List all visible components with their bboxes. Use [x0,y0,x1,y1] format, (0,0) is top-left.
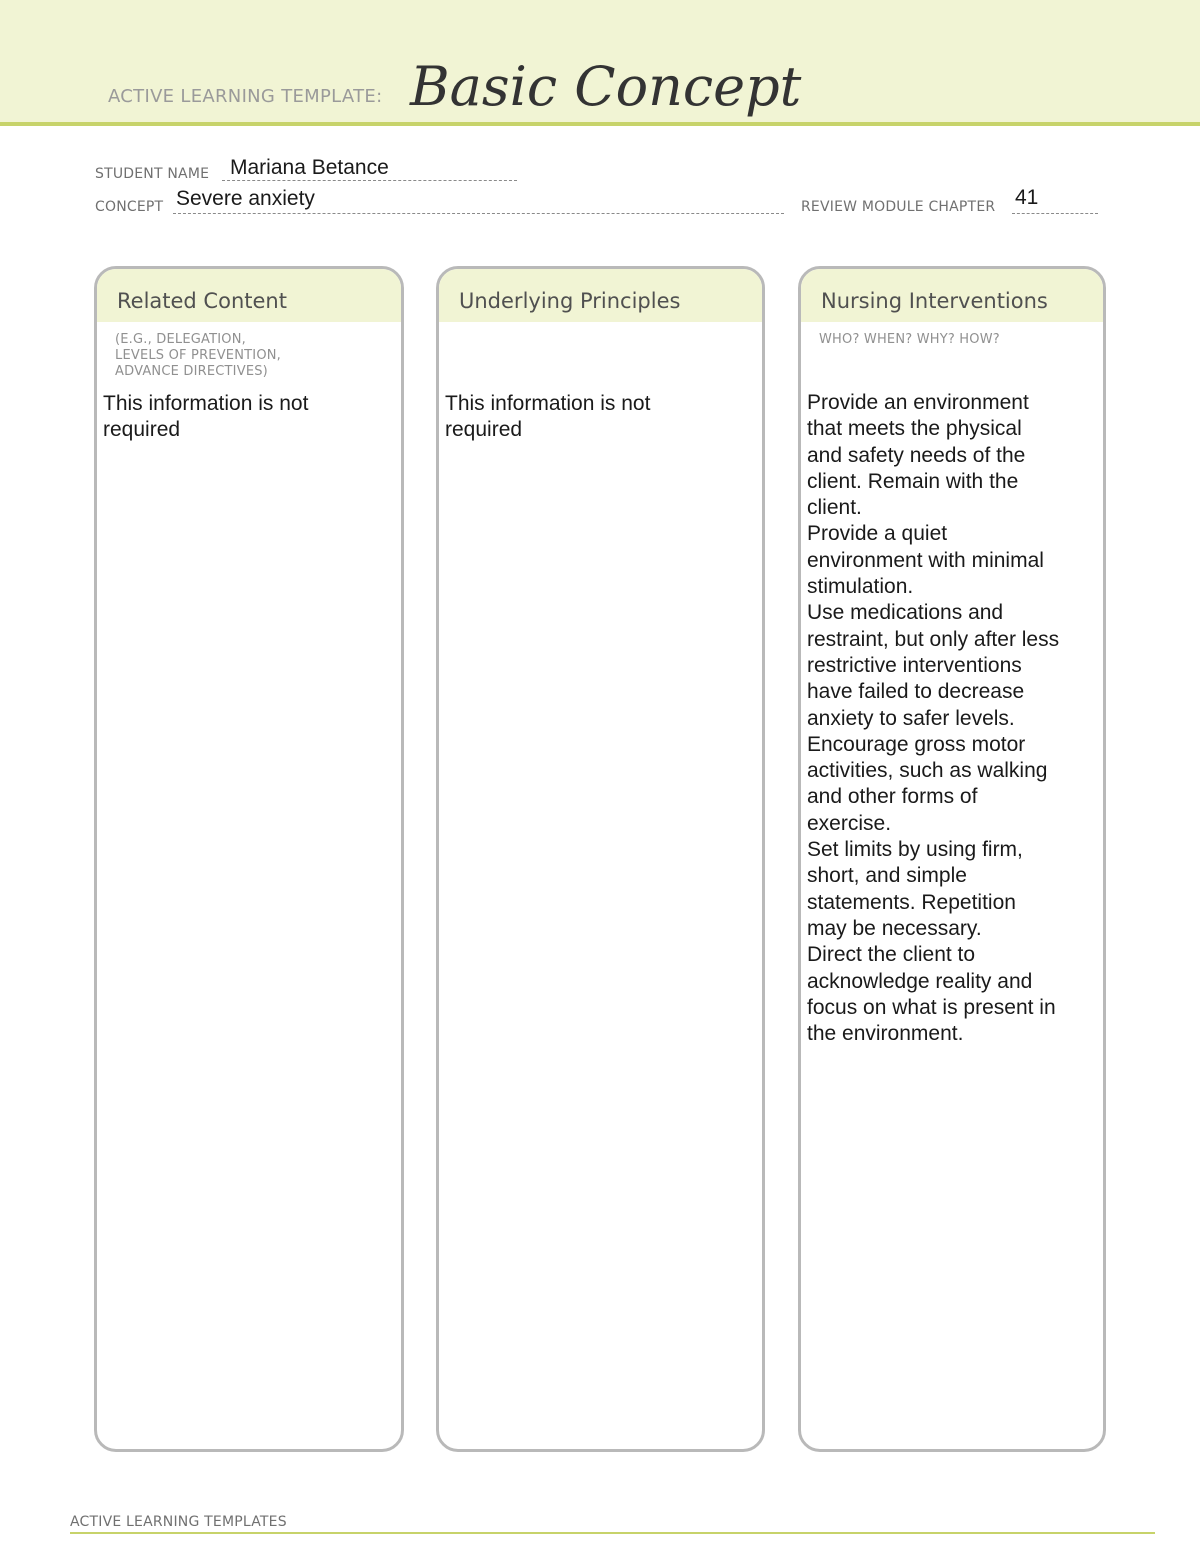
body-line: that meets the physical [807,417,1022,441]
nursing-interventions-body[interactable] [807,390,1059,1047]
body-line: anxiety to safer levels. [807,706,1015,730]
underlying-principles-body[interactable] [445,391,650,444]
body-line: client. Remain with the [807,469,1019,493]
body-line: required [445,418,523,442]
related-content-title: Related Content [97,269,401,322]
body-line: the environment. [807,1022,964,1046]
body-line: stimulation. [807,575,914,599]
body-line: may be necessary. [807,916,982,940]
body-line: have failed to decrease [807,680,1025,704]
body-line: restraint, but only after less [807,627,1060,651]
body-line: focus on what is present in [807,995,1056,1019]
nursing-interventions-subtitle-text: WHO? WHEN? WHY? HOW? [819,332,1000,347]
body-line: Provide an environment [807,391,1029,414]
body-line: activities, such as walking [807,759,1048,783]
footer-rule [70,1532,1155,1534]
nursing-interventions-title: Nursing Interventions [801,269,1103,322]
concept-field[interactable]: Severe anxiety [176,187,315,210]
nursing-interventions-panel [798,266,1106,1452]
related-content-subtitle-line: (E.G., DELEGATION, [115,332,246,347]
body-line: Encourage gross motor [807,732,1026,756]
body-line: Direct the client to [807,943,976,967]
related-content-subtitle-line: ADVANCE DIRECTIVES) [115,364,268,379]
body-line: Provide a quiet [807,522,948,546]
related-content-subtitle [97,322,401,380]
student-name-field[interactable]: Mariana Betance [230,156,389,179]
concept-label: CONCEPT [95,199,164,215]
body-line: Set limits by using firm, [807,838,1023,862]
footer-label: ACTIVE LEARNING TEMPLATES [70,1514,287,1530]
related-content-panel [94,266,404,1452]
body-line: environment with minimal [807,548,1044,572]
header-rule [0,122,1200,126]
body-line: acknowledge reality and [807,969,1033,993]
concept-underline [173,213,784,214]
student-name-underline [222,180,517,181]
related-content-subtitle-line: LEVELS OF PREVENTION, [115,348,282,363]
review-module-field[interactable]: 41 [1015,186,1039,209]
body-line: and safety needs of the [807,443,1026,467]
body-line: Use medications and [807,601,1004,625]
related-content-body[interactable] [103,391,308,444]
student-name-label: STUDENT NAME [95,166,210,182]
body-line: exercise. [807,811,892,835]
body-line: required [103,418,181,442]
review-module-underline [1012,213,1098,214]
body-line: short, and simple [807,864,967,888]
review-module-label: REVIEW MODULE CHAPTER [801,199,996,215]
template-label: ACTIVE LEARNING TEMPLATE: [108,86,383,107]
body-line: restrictive interventions [807,653,1022,677]
body-line: statements. Repetition [807,890,1016,914]
nursing-interventions-subtitle [801,322,1103,348]
body-line: This information is not [103,392,309,415]
body-line: This information is not [445,392,651,415]
body-line: client. [807,496,862,520]
underlying-principles-panel [436,266,765,1452]
underlying-principles-title: Underlying Principles [439,269,762,322]
body-line: and other forms of [807,785,978,809]
template-title: Basic Concept [410,55,802,118]
